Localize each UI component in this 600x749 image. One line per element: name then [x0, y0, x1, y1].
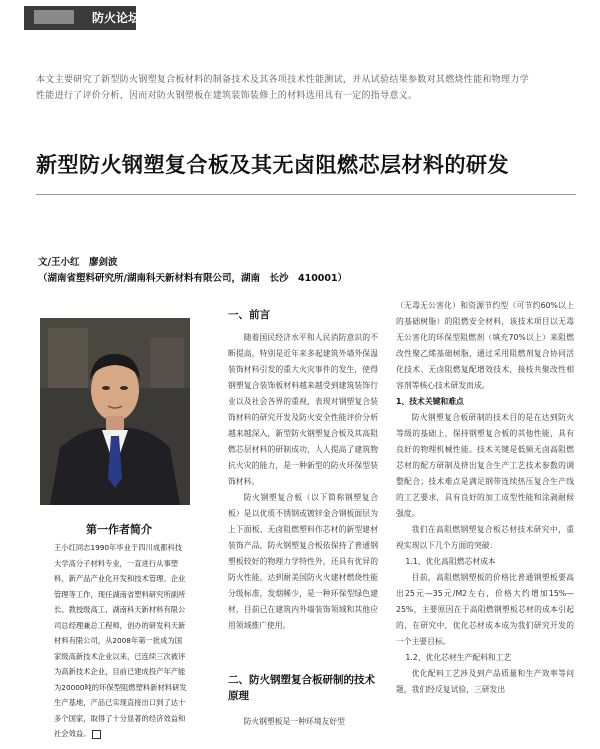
paragraph: 优化配料工艺涉及到产品质量和生产效率等问题，我们经反复试验，三研发出 — [396, 669, 574, 694]
paragraph: 随着国民经济水平和人民消防意识的不断提高，特别是近年来多起建筑外墙外保温装饰材料引发的重大火灾事件的发生，使得钢塑复合装饰板材料越来越受到建筑装饰行业以及社会各界的重视，表现对钢塑复合装饰材料的研究开发及防火安全性能评价分析越来越深入，新型防火钢塑复合板及其高阻燃芯层材料的研制成功，人人提高了建筑物抗火灾的能力，是一种新型的防火环保型装饰材料。 — [228, 333, 378, 486]
article-title: 新型防火钢塑复合板及其无卤阻燃芯层材料的研发 — [36, 153, 509, 177]
authors: 文/王小红 廖剑波 — [38, 257, 118, 268]
section-1-body — [228, 330, 378, 634]
paragraph: 防火钢塑板是一种环境友好型 — [243, 717, 345, 726]
page-header — [0, 0, 600, 38]
title-divider — [36, 194, 576, 195]
end-mark-icon — [92, 730, 101, 739]
section-2-body — [228, 714, 378, 730]
section-1-heading: 一、前言 — [228, 309, 270, 321]
section-2-heading: 二、防火钢塑复合板研制的技术原理 — [228, 674, 375, 702]
abstract: 本文主要研究了新型防火钢塑复合板材料的制备技术及其各项技术性能测试，并从试验结果参数对其燃烧性能和物理力学性能进行了评价分析，因而对防火钢塑板在建筑装饰装修上的材料选用具有一定的指导意义。 — [36, 75, 529, 101]
affiliation: （湖南省塑料研究所/湖南科天新材料有限公司，湖南 长沙 410001） — [38, 273, 348, 284]
header-ghost-label — [34, 10, 74, 24]
subheading: 1.1、优化高阻燃芯材成本 — [405, 557, 496, 566]
paragraph: 防火钢塑复合板研制的技术目的是在达到防火等级的基础上，保持钢塑复合板的其他性能，具有良好的物理机械性能。技术关键是低频无卤高阻燃芯材的配方研制及挤出复合生产工艺技术参数的调整配合；技术难点是满足钢带连续热压复合生产线的工艺要求，具有良好的加工成型性能和涂剥耐候强度。 — [396, 413, 574, 518]
paragraph: 我们在高阻燃钢塑复合板芯材技术研究中，重视实现以下几个方面的突破： — [396, 525, 574, 550]
paragraph: （无毒无公害化）和资源节约型（可节约60%以上的基础树脂）的阻燃安全材料，该技术项目以无毒无公害化的环保型阻燃剂（填充70%以上）来阻燃改性聚乙烯基础树脂，通过采用阻燃剂复合协同活化技术、无卤阻燃复配增效技术，接枝共聚改性相容剂等核心技术研发而成。 — [396, 301, 574, 390]
subheading: 1、技术关键和难点 — [396, 397, 464, 406]
subheading: 1.2、优化芯材生产配料和工艺 — [405, 653, 512, 662]
paragraph: 目前，高阻燃钢塑板的价格比普通钢塑板要高出25元—35元/M2左右，价格大约增加15%—25%，主要原因在于高阻燃钢塑板芯材的成本引起的，在研究中，优化芯材成本成为我们研究开发的一个主要目标。 — [396, 573, 574, 646]
right-column-body — [396, 298, 574, 698]
author-photo — [40, 318, 190, 505]
section-label: 防火论坛 — [92, 11, 141, 25]
paragraph: 防火钢塑复合板（以下简称钢塑复合板）是以优质不锈钢或镀锌金合钢板面层为上下面板、无卤阻燃塑料作芯材的新型建材装饰产品，防火钢塑复合板依保持了普通钢塑板较好的物理力学特性外，还具有优异的防火性能，达到耐美国防火火建材燃烧性能分级标准，发烟稀少，是一种环保型绿色建材，目前已在建筑内外墙装饰领域和其他应用领域推广使用。 — [228, 493, 378, 630]
bio-heading: 第一作者简介 — [86, 523, 152, 536]
bio-text: 王小红同志1990年毕业于四川成都科技大学高分子材料专业，一直进行从事塑料、新产品产业化开发和技术管理、企业管理等工作，现任湖南省塑料研究所副所长、教授级高工，湖南科天新材料有限公司总经理兼总工程师，创办的研发科天新材料有限公司，从2008年第一批成为国家级高新技术企业以来，已连续三次被评为高新技术企业，目前已建成投产年产能为20000吨的环保型阻燃塑料新材料研发生产基地，产品已实现直接出口到了达十多个国家，取得了十分显著的经济效益和社会效益。 — [54, 543, 187, 738]
